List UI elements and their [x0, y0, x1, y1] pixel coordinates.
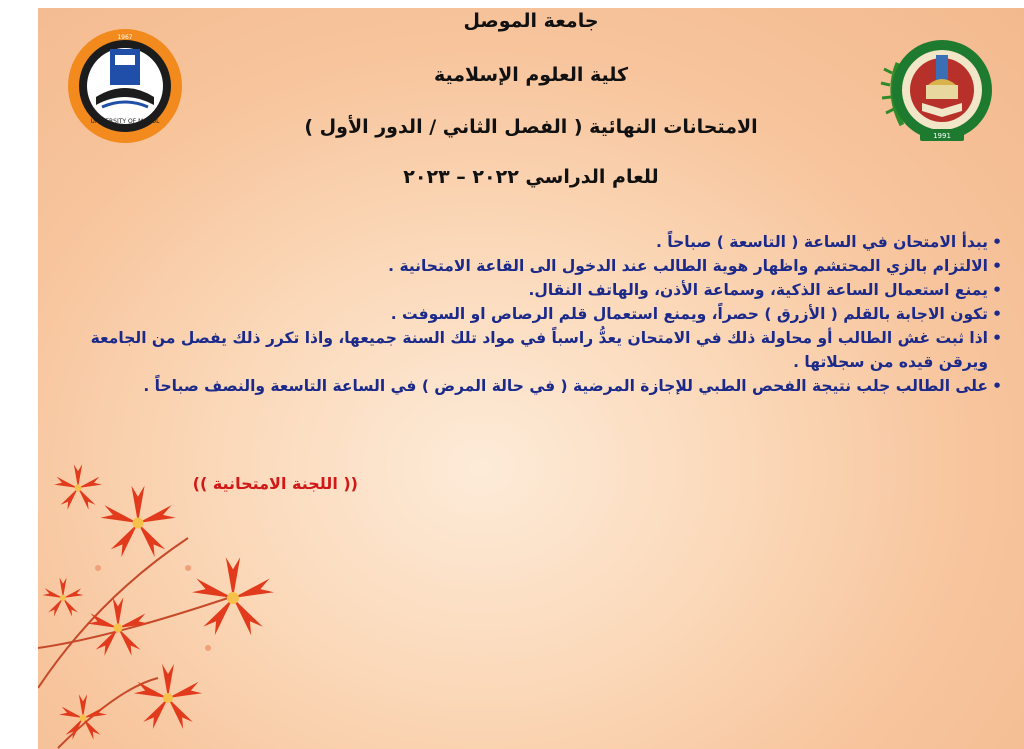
college-title: كلية العلوم الإسلامية: [433, 64, 629, 86]
exam-committee-signature: (( اللجنة الامتحانية )): [192, 474, 358, 493]
exam-announcement-slide: [38, 8, 1024, 749]
list-item: • الالتزام بالزي المحتشم واظهار هوية الطالب عند الدخول الى القاعة الامتحانية .: [82, 254, 1002, 278]
exam-title: الامتحانات النهائية ( الفصل الثاني / الدور الأول ): [304, 116, 758, 138]
svg-text:1991: 1991: [933, 132, 951, 140]
university-title: جامعة الموصل: [463, 10, 599, 32]
academic-year: للعام الدراسي ٢٠٢٢ – ٢٠٢٣: [403, 166, 659, 188]
list-item: • يمنع استعمال الساعة الذكية، وسماعة الأذن، والهاتف النقال.: [82, 278, 1002, 302]
svg-text:UNIVERSITY OF MOSUL: UNIVERSITY OF MOSUL: [90, 118, 160, 125]
list-item: • تكون الاجابة بالقلم ( الأزرق ) حصراً، ويمنع استعمال قلم الرصاص او السوفت .: [82, 302, 1002, 326]
svg-text:1967: 1967: [117, 34, 133, 41]
list-item: • على الطالب جلب نتيجة الفحص الطبي للإجازة المرضية ( في حالة المرض ) في الساعة التاسعة والنصف صباحاً .: [82, 374, 1002, 398]
list-item: • اذا ثبت غش الطالب أو محاولة ذلك في الامتحان يعدُّ راسباً في مواد تلك السنة جميعها، واذا تكرر ذلك يفصل من الجامعة ويرقن قيده من سجلاتها .: [82, 326, 1002, 374]
exam-rules-list: [82, 230, 1002, 398]
list-item: • يبدأ الامتحان في الساعة ( التاسعة ) صباحاً .: [82, 230, 1002, 254]
flower-decoration: [38, 448, 318, 749]
